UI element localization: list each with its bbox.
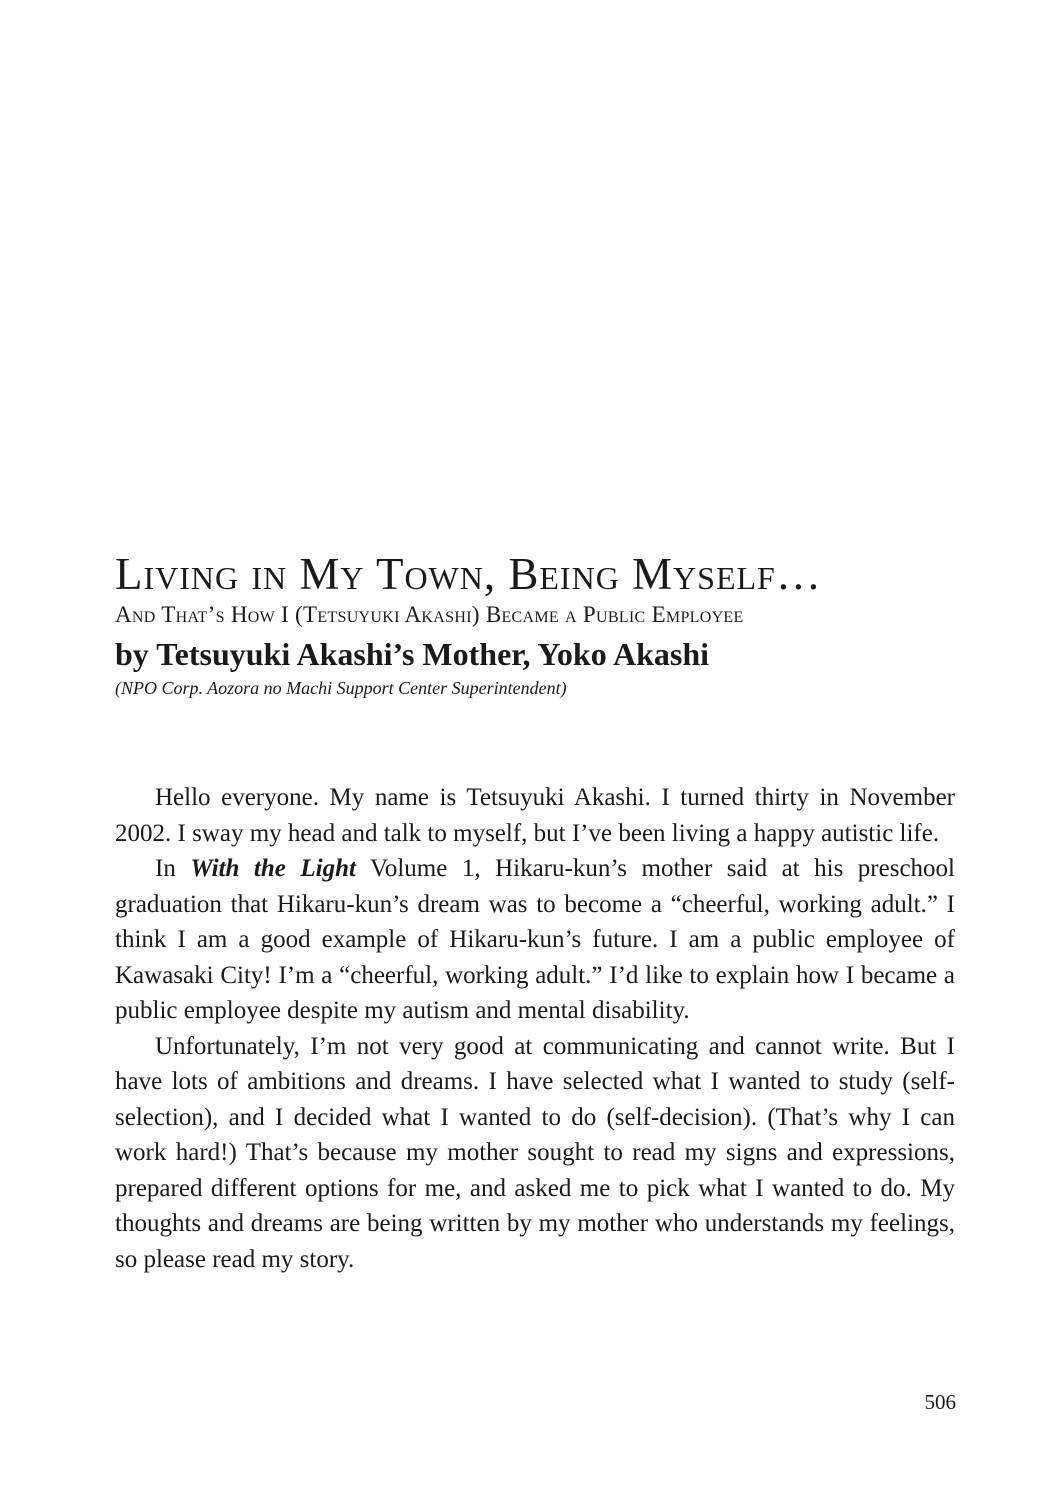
chapter-subtitle: And That’s How I (Tetsuyuki Akashi) Became a Public Employee [115,602,744,627]
paragraph-2-prefix: In [155,855,191,882]
paragraph-1: Hello everyone. My name is Tetsuyuki Akashi. I turned thirty in November 2002. I sway my head and talk to myself, but I’ve been living a happy autistic life. [115,784,955,847]
page-number: 506 [924,1390,956,1414]
paragraph-2-rest: Volume 1, Hikaru-kun’s mother said at his preschool graduation that Hikaru-kun’s dream was to become a “cheerful, working adult.” I think I am a good example of Hikaru-kun’s future. I am a public employee of Kawasaki City! I’m a “cheerful, working adult.” I’d like to explain how I became a public employee despite my autism and mental disability. [115,855,955,1024]
paragraph-2 [115,851,955,1029]
chapter-header [115,548,960,700]
body-text [115,780,955,1277]
book-title: With the Light [190,855,356,882]
paragraph-3: Unfortunately, I’m not very good at communicating and cannot write. But I have lots of ambitions and dreams. I have selected what I wanted to study (self-selection), and I decided what I wanted to do (self-decision). (That’s why I can work hard!) That’s because my mother sought to read my signs and expressions, prepared different options for me, and asked me to pick what I wanted to do. My thoughts and dreams are being written by my mother who understands my feelings, so please read my story. [115,1032,955,1273]
author-affiliation: (NPO Corp. Aozora no Machi Support Center Superintendent) [115,678,567,698]
chapter-title: Living in My Town, Being Myself… [115,549,822,599]
author-byline: by Tetsuyuki Akashi’s Mother, Yoko Akashi [115,636,709,672]
